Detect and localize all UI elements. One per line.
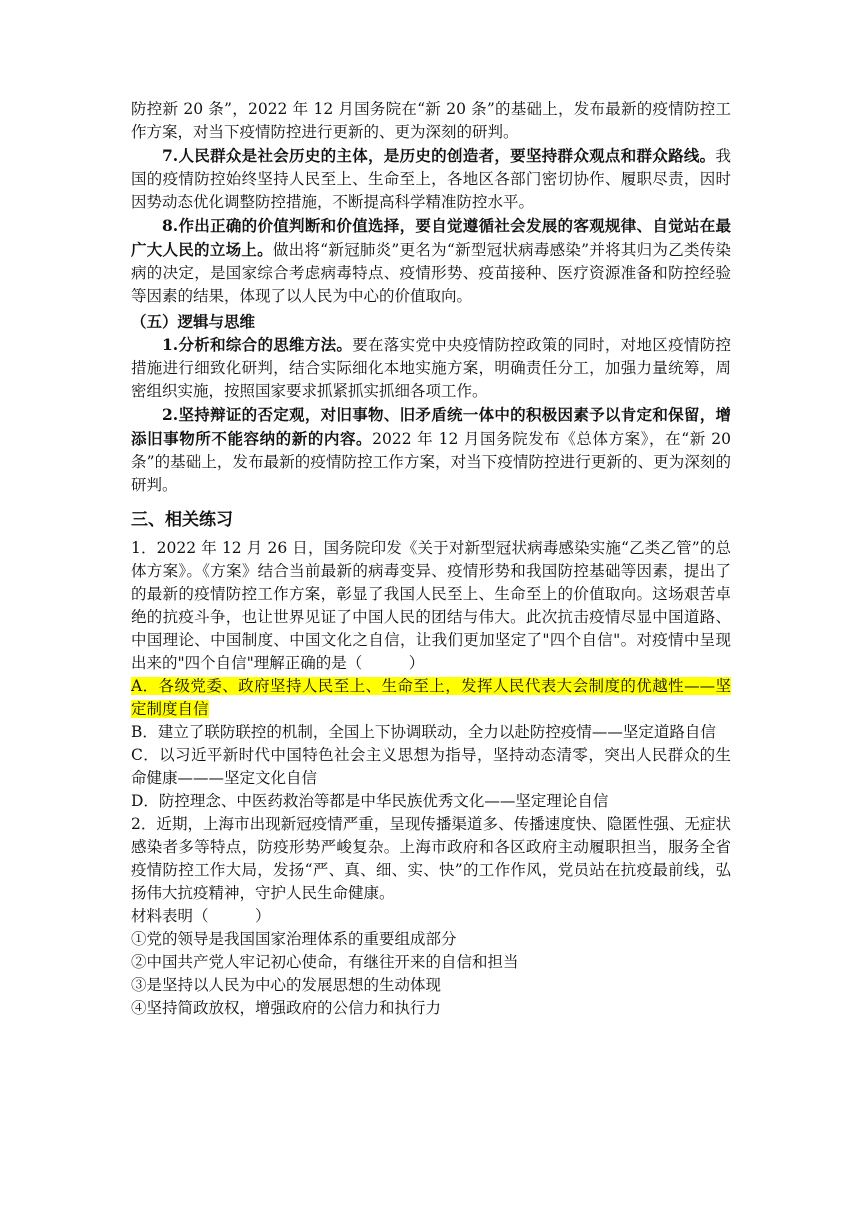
question-2-item-1: ①党的领导是我国国家治理体系的重要组成部分 <box>131 930 457 948</box>
question-2-item-2: ②中国共产党人牢记初心使命，有继往开来的自信和担当 <box>131 953 519 971</box>
point-8-heading: 8.作出正确的价值判断和价值选择，要自觉遵循社会发展的客观规律、自觉站在最广大人民的立场上。 <box>131 216 731 259</box>
point-8 <box>131 214 731 308</box>
question-1-option-d: D．防控理念、中医药救治等都是中华民族优秀文化——坚定理论自信 <box>131 792 609 810</box>
question-2-stem: 2．近期，上海市出现新冠疫情严重，呈现传播渠道多、传播速度快、隐匿性强、无症状感染者多等特点，防疫形势严峻复杂。上海市政府和各区政府主动履职担当，服务全省疫情防控工作大局，发扬“严、真、细、实、快”的工作作风，党员站在抗疫最前线，弘扬伟大抗疫精神，守护人民生命健康。 <box>131 815 731 902</box>
logic-point-1-heading: 1.分析和综合的思维方法。 <box>162 335 353 354</box>
question-1-option-c: C．以习近平新时代中国特色社会主义思想为指导，坚持动态清零，突出人民群众的生命健康———坚定文化自信 <box>131 746 731 787</box>
logic-point-2-heading: 2.坚持辩证的否定观，对旧事物、旧矛盾统一体中的积极因素予以肯定和保留，增添旧事物所不能容纳的新的内容。 <box>131 405 731 448</box>
point-8-body: 做出将“新冠肺炎”更名为“新型冠状病毒感染”并将其归为乙类传染病的决定，是国家综合考虑病毒特点、疫情形势、疫苗接种、医疗资源准备和防控经验等因素的结果，体现了以人民为中心的价值取向。 <box>131 241 731 305</box>
question-2-prompt: 材料表明（ ） <box>131 907 271 925</box>
logic-point-1 <box>131 333 731 403</box>
question-2-item-4: ④坚持简政放权，增强政府的公信力和执行力 <box>131 999 442 1017</box>
paragraph-continuation: 防控新 20 条”，2022 年 12 月国务院在“新 20 条”的基础上，发布最新的疫情防控工作方案，对当下疫情防控进行更新的、更为深刻的研判。 <box>131 100 731 141</box>
point-7 <box>131 144 731 214</box>
point-7-heading: 7.人民群众是社会历史的主体，是历史的创造者，要坚持群众观点和群众路线。 <box>162 146 716 165</box>
section-3-heading: 三、相关练习 <box>131 510 233 530</box>
question-2-item-3: ③是坚持以人民为中心的发展思想的生动体现 <box>131 976 442 994</box>
question-1-stem: 1．2022 年 12 月 26 日，国务院印发《关于对新型冠状病毒感染实施“乙类乙管”的总体方案》。《方案》结合当前最新的病毒变异、疫情形势和我国防控基础等因素，提出了的最新的疫情防控工作方案，彰显了我国人民至上、生命至上的价值取向。这场艰苦卓绝的抗疫斗争，也让世界见证了中国人民的团结与伟大。此次抗击疫情尽显中国道路、中国理论、中国制度、中国文化之自信，让我们更加坚定了"四个自信"。对疫情中呈现出来的"四个自信"理解正确的是（ ） <box>131 539 731 672</box>
logic-point-2 <box>131 403 731 497</box>
logic-point-1-body: 要在落实党中央疫情防控政策的同时，对地区疫情防控措施进行细致化研判，结合实际细化本地实施方案，明确责任分工，加强力量统筹，周密组织实施，按照国家要求抓紧抓实抓细各项工作。 <box>131 336 731 400</box>
question-1-option-b: B．建立了联防联控的机制，全国上下协调联动，全力以赴防控疫情——坚定道路自信 <box>131 723 716 741</box>
point-7-body: 我国的疫情防控始终坚持人民至上、生命至上，各地区各部门密切协作、履职尽责，因时因势动态优化调整防控措施，不断提高科学精准防控水平。 <box>131 147 731 211</box>
highlighted-answer: A．各级党委、政府坚持人民至上、生命至上，发挥人民代表大会制度的优越性——坚定制度自信 <box>131 677 731 718</box>
section-5-heading: （五）逻辑与思维 <box>131 312 256 331</box>
document-page <box>131 98 731 1020</box>
logic-point-2-body: 2022 年 12 月国务院发布《总体方案》，在“新 20 条”的基础上，发布最新的疫情防控工作方案，对当下疫情防控进行更新的、更为深刻的研判。 <box>131 430 731 494</box>
question-1-option-a <box>131 675 731 721</box>
